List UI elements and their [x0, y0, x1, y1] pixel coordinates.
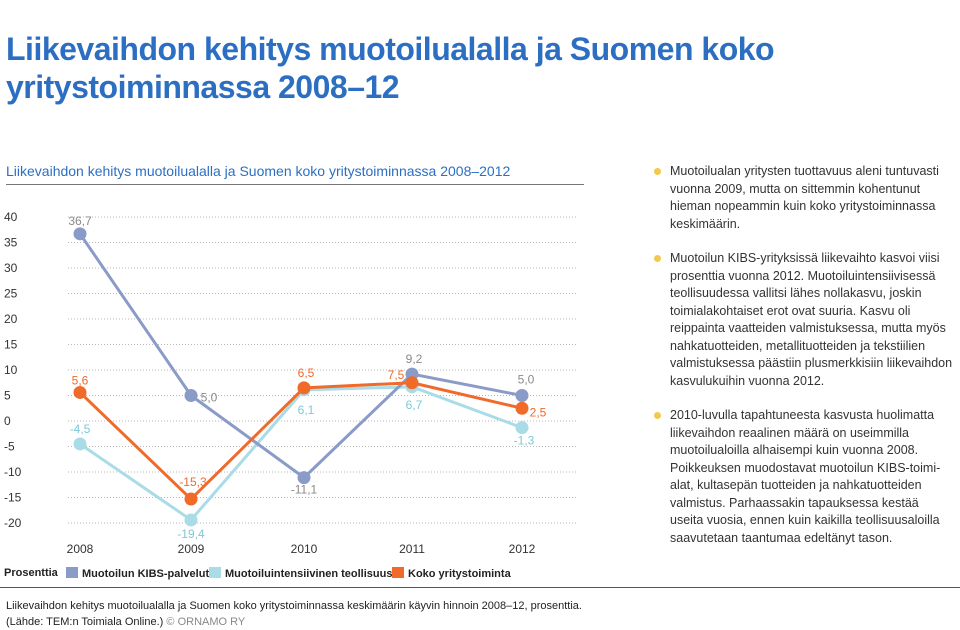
data-label: 6,7: [405, 397, 423, 412]
y-tick-label: -15: [4, 490, 22, 505]
data-label: -1,3: [513, 433, 535, 448]
data-label: 5,0: [200, 390, 218, 405]
y-axis-ticks: [4, 210, 22, 530]
data-point: [298, 381, 311, 394]
bullet-dot-icon: [654, 168, 661, 175]
data-point: [406, 376, 419, 389]
data-point: [516, 389, 529, 402]
data-label: -19,4: [177, 526, 205, 541]
legend-item-industry: [209, 567, 392, 580]
bullet-dot-icon: [654, 412, 661, 419]
bullet-item: [654, 407, 954, 547]
legend-label-total: Koko yritystoiminta: [408, 568, 511, 580]
chart-legend: [4, 566, 604, 582]
data-label: 9,2: [405, 352, 423, 367]
data-label: 5,6: [71, 373, 89, 388]
bullet-text: 2010-luvulla tapahtuneesta kasvusta huolimatta liikevaihdon reaalinen määrä on useimmilla muotoilualoilla alhaisempi kuin vuonna 2008. Poikkeuksen muodostavat muotoilun KIBS-toimi-alat, kultasepän tuotteiden ja nahkatuotteiden valmistus. Parhaassakin tapauksessa kestää useita vuosia, ennen kuin kaikilla teollisuusaloilla saavutetaan taantumaa edeltänyt tason.: [670, 408, 941, 545]
series-line: [80, 234, 522, 478]
x-tick-label: 2011: [399, 542, 425, 556]
data-point: [185, 493, 198, 506]
data-label: 2,5: [529, 405, 547, 420]
data-point: [74, 386, 87, 399]
y-tick-label: 20: [4, 312, 18, 326]
bullet-item: [654, 163, 954, 233]
x-tick-label: 2010: [290, 542, 318, 556]
data-point: [74, 437, 87, 450]
x-tick-label: 2009: [177, 542, 205, 556]
footnote: [6, 598, 906, 630]
y-tick-label: -20: [4, 516, 22, 530]
data-point: [185, 389, 198, 402]
y-tick-label: 15: [4, 337, 18, 352]
y-tick-label: 35: [4, 235, 18, 250]
bullet-text: Muotoilun KIBS-yrityksissä liikevaihto kasvoi viisi prosenttia vuonna 2012. Muotoiluintensiivisessä teollisuudessa vallitsi lähes nollakasvu, joskin toimialakohtaiset erot ovat suuria. Kasvu oli reippainta vaatteiden valmistuksessa, mutta myös nahkatuotteiden, metallituotteiden ja tekstiilien valmistuksessa päästiin plusmerkkisiin liikevaihdon kasvulukuihin vuonna 2012.: [670, 251, 953, 388]
legend-item-total: [392, 567, 511, 580]
bullet-item: [654, 250, 954, 390]
data-label: 6,1: [297, 402, 315, 417]
data-point: [185, 513, 198, 526]
data-label: 7,5: [387, 367, 405, 382]
x-tick-label: 2012: [508, 542, 536, 556]
chart-data-labels: [68, 214, 546, 541]
legend-swatch-industry: [209, 567, 221, 578]
data-label: 5,0: [517, 372, 535, 387]
footnote-source: (Lähde: TEM:n Toimiala Online.): [6, 616, 164, 628]
legend-swatch-kibs: [66, 567, 78, 578]
y-tick-label: 10: [4, 363, 18, 377]
data-point: [516, 402, 529, 415]
legend-swatch-total: [392, 567, 404, 578]
data-label: -15,3: [179, 475, 207, 490]
legend-label-kibs: Muotoilun KIBS-palvelut: [82, 568, 210, 580]
bullet-text: Muotoilualan yritysten tuottavuus aleni tuntuvasti vuonna 2009, mutta on sittemmin kohentunut hieman nopeammin kuin koko yritystoiminnassa keskimäärin.: [670, 164, 939, 231]
bullet-list: [654, 163, 954, 547]
y-tick-label: 30: [4, 261, 18, 275]
legend-prefix: Prosenttia: [4, 567, 58, 579]
x-tick-label: 2008: [66, 542, 94, 556]
data-label: 36,7: [68, 213, 92, 228]
bullet-dot-icon: [654, 255, 661, 262]
legend-label-industry: Muotoiluintensiivinen teollisuus: [225, 568, 393, 580]
divider: [0, 587, 960, 588]
y-tick-label: 25: [4, 286, 18, 301]
chart-title: Liikevaihdon kehitys muotoilualalla ja Suomen koko yritystoiminnassa 2008–2012: [6, 163, 584, 185]
legend-item-kibs: [66, 567, 209, 580]
data-label: -4,5: [69, 421, 91, 436]
line-chart: [0, 195, 600, 565]
y-tick-label: 40: [4, 210, 18, 224]
page-title: Liikevaihdon kehitys muotoilualalla ja Suomen koko yritystoiminnassa 2008–12: [6, 31, 775, 105]
copyright-text: © ORNAMO RY: [166, 616, 246, 628]
x-axis-ticks: [67, 542, 536, 556]
data-label: -11,1: [290, 482, 318, 497]
data-point: [516, 421, 529, 434]
y-tick-label: -5: [4, 439, 15, 454]
chart-gridlines: [68, 217, 578, 523]
data-point: [74, 227, 87, 240]
y-tick-label: 5: [4, 388, 11, 403]
footnote-line-1: Liikevaihdon kehitys muotoilualalla ja Suomen koko yritystoiminnassa keskimäärin käyvin hinnoin 2008–12, prosenttia.: [6, 600, 582, 612]
y-tick-label: -10: [4, 465, 22, 479]
y-tick-label: 0: [4, 414, 11, 428]
data-label: 6,5: [297, 365, 315, 380]
